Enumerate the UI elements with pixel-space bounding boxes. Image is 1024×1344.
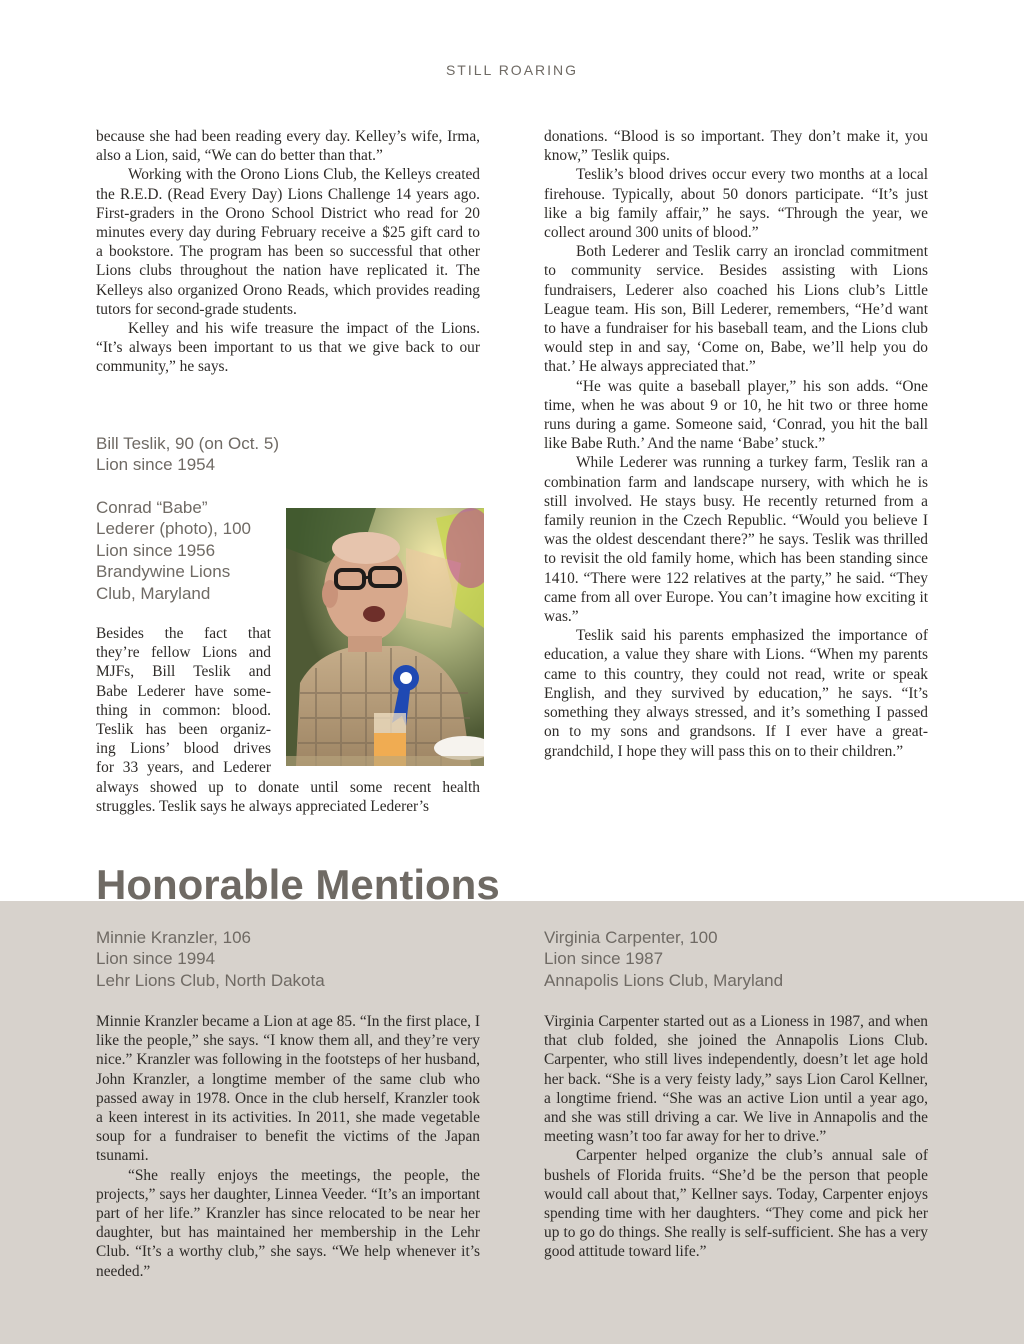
- profile-club: Brandywine Lions: [96, 562, 231, 582]
- text-line: Besides the fact that: [96, 625, 271, 642]
- profile-lederer: [96, 497, 281, 604]
- paragraph: Carpenter helped organize the club’s annual sale of bushels of Florida fruits. “She’d be the person that people would call about that,” Kellner says. Today, Carpenter enjoys spending time with her daughters. “They come and pick her up to go do things. She really is self-sufficient. She has a very good attitude toward life.”: [544, 1147, 928, 1261]
- profile-name: Minnie Kranzler, 106: [96, 928, 251, 947]
- wrapped-text: [96, 624, 271, 778]
- paragraph: Kelley and his wife treasure the impact of the Lions. “It’s always been important to us that we give back to our community,” he says.: [96, 320, 480, 376]
- profile-since: Lion since 1994: [96, 949, 216, 969]
- section-title: Honorable Mentions: [96, 861, 500, 908]
- profile-kranzler: [96, 927, 480, 991]
- text-line: MJFs, Bill Teslik and: [96, 663, 271, 681]
- profile-since: Lion since 1987: [544, 949, 664, 969]
- profile-name: Lederer (photo), 100: [96, 519, 251, 539]
- wrapped-text-tail: [96, 778, 480, 816]
- text-line: Teslik has been organiz-: [96, 721, 271, 739]
- profile-since: Lion since 1956: [96, 540, 216, 560]
- paragraph: Working with the Orono Lions Club, the Kelleys created the R.E.D. (Read Every Day) Lions Challenge 14 years ago. First-graders in the Orono School District who read for 20 minutes every day during February receive a $25 gift card to a bookstore. The program has been so successful that other Lions clubs throughout the nation have replicated it. The Kelleys also organized Orono Reads, which provides reading tutors for second-grade students.: [96, 166, 480, 318]
- paragraph: Teslik’s blood drives occur every two months at a local firehouse. Typically, about 50 donors participate. “It’s just like a big family affair,” he says. “Through the year, we collect around 300 units of blood.”: [544, 166, 928, 242]
- paragraph: “He was quite a baseball player,” his son adds. “One time, when he was about 9 or 10, he hit two or three home runs during a game. Someone said, ‘Conrad, you hit the ball like Babe Ruth.’ And the name ‘Babe’ stuck.”: [544, 377, 928, 453]
- profile-club: Lehr Lions Club, North Dakota: [96, 970, 325, 990]
- profile-teslik: [96, 433, 480, 476]
- paragraph: Minnie Kranzler became a Lion at age 85. “In the first place, I like the people,” she says. “I know them all, and they’re very nice.” Kranzler was following in the footsteps of her husband, John Kranzler, a longtime member of the same club who passed away in 1978. Once in the club herself, Kranzler took a keen interest in its activities. In 2011, she made vegetable soup for a fundraiser to benefit the victims of the Japan tsunami.: [96, 1013, 480, 1165]
- profile-club: Club, Maryland: [96, 583, 211, 603]
- kranzler-text: [96, 1012, 480, 1281]
- text-line: for 33 years, and Lederer: [96, 759, 271, 777]
- text-line: Babe Lederer have some-: [96, 682, 271, 700]
- carpenter-text: [544, 1012, 928, 1262]
- paragraph: “She really enjoys the meetings, the people, the projects,” says her daughter, Linnea Veeder. “It’s an important part of her life.” Kranzler has since relocated to be near her daughter, but has maintained her membership in the Lehr Club. “It’s a worthy club,” she says. “We help whenever it’s needed.”: [96, 1166, 480, 1280]
- text-line: thing in common: blood.: [96, 701, 271, 719]
- paragraph: Virginia Carpenter started out as a Lioness in 1987, and when that club folded, she joined the Annapolis Lions Club. Carpenter, who still lives independently, doesn’t let age hold her back. “She is a very feisty lady,” says Lion Carol Kellner, a longtime friend. “She was an active Lion until a year ago, and she was still driving a car. We live in Annapolis and the meeting wasn’t too far away for her to drive.”: [544, 1013, 928, 1146]
- lederer-photo: [286, 508, 484, 766]
- profile-club: Annapolis Lions Club, Maryland: [544, 970, 784, 990]
- right-column-text: [544, 127, 928, 761]
- text-line: they’re fellow Lions and: [96, 644, 271, 662]
- left-column-text: [96, 127, 480, 377]
- paragraph: donations. “Blood is so important. They don’t make it, you know,” Teslik quips.: [544, 128, 928, 165]
- profile-name: Virginia Carpenter, 100: [544, 928, 718, 947]
- paragraph: always showed up to donate until some recent health struggles. Teslik says he always appreciated Lederer’s: [96, 779, 480, 816]
- profile-carpenter: [544, 927, 928, 991]
- profile-name: Conrad “Babe”: [96, 498, 208, 517]
- text-line: ing Lions’ blood drives: [96, 740, 271, 758]
- paragraph: because she had been reading every day. Kelley’s wife, Irma, also a Lion, said, “We can do better than that.”: [96, 128, 480, 165]
- paragraph: Teslik said his parents emphasized the importance of education, a value they share with Lions. “When my parents came to this country, they could not read, write or speak English, and they survived by education,” he says. “It’s something they always stressed, and it’s something I passed on to my sons and grandsons. If I ever have a great-grandchild, I hope they will pass this on to their children.”: [544, 627, 928, 760]
- paragraph: While Lederer was running a turkey farm, Teslik ran a combination farm and landscape nursery, with which he is still involved. He stays busy. He recently returned from a family reunion in the Czech Republic. “Would you believe I was the oldest descendant there?” he says. Teslik was thrilled to revisit the old family home, which has been standing since 1410. “There were 122 relatives at the party,” he said. “They came from all over Europe. You can’t imagine how exciting it was.”: [544, 454, 928, 626]
- profile-name: Bill Teslik, 90 (on Oct. 5): [96, 434, 279, 453]
- running-head: STILL ROARING: [445, 62, 579, 78]
- paragraph: Both Lederer and Teslik carry an ironclad commitment to community service. Besides assisting with Lions fundraisers, Lederer also coached his Lions club’s Little League team. His son, Bill Lederer, remembers, “He’d want to have a fundraiser for his baseball team, and the Lions club would step in and say, ‘Come on, Babe, we’ll help you do that.’ He always appreciated that.”: [544, 243, 928, 376]
- profile-since: Lion since 1954: [96, 455, 216, 475]
